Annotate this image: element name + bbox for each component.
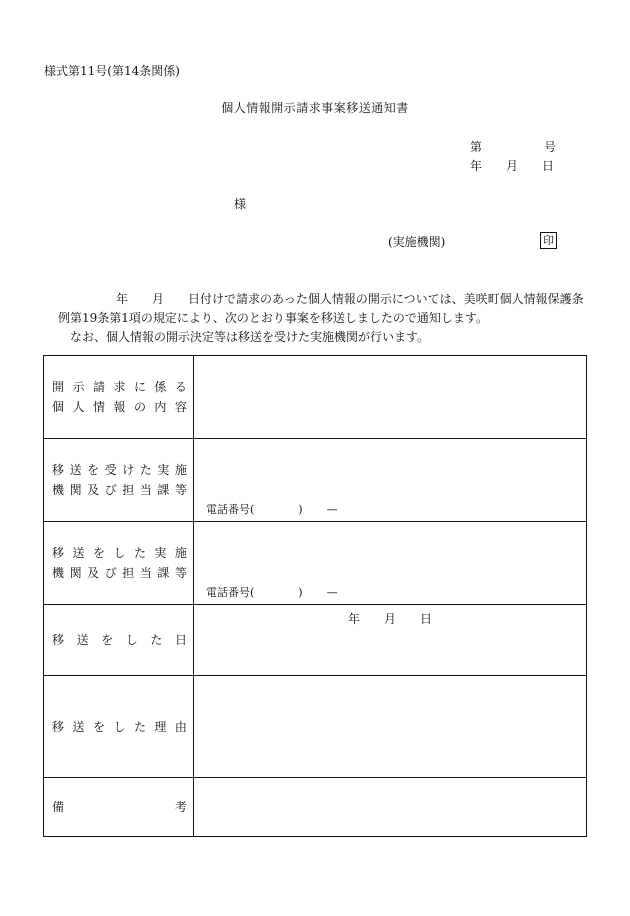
label-char: を [101,633,114,647]
label-char: 施 [174,546,187,560]
label-char: 個 [52,400,65,414]
table-row [44,439,587,522]
issue-date-line [470,157,554,174]
document-title: 個人情報開示請求事案移送通知書 [221,101,409,115]
label-line [52,397,187,417]
label-char: 関 [69,566,82,580]
receiving-agency-cell[interactable] [194,439,587,522]
label-char: 送 [76,633,89,647]
table-row [44,356,587,439]
label-char: 担 [122,566,135,580]
label-char: の [133,400,146,414]
row-label-transfer-reason [44,676,194,778]
label-char: 当 [139,566,152,580]
label-char: 示 [72,380,85,394]
label-char: 備 [52,800,65,814]
label-char: 機 [52,483,65,497]
row-label-receiving-agency [44,439,194,522]
label-char: 及 [87,566,100,580]
label-char: 等 [174,483,187,497]
transfer-date-line: 年 月 日 [347,612,433,626]
label-char: 課 [157,483,170,497]
label-char: 係 [154,380,167,394]
label-char: 施 [174,463,187,477]
label-char: た [150,633,163,647]
label-char: け [122,463,135,477]
label-char: を [92,719,105,734]
document-number-line [470,138,556,155]
agency-label: (実施機関) [388,235,446,249]
row-label-transfer-date [44,605,194,676]
issue-day: 日 [542,159,555,173]
label-char: 等 [174,566,187,580]
label-char: 考 [174,800,187,814]
table-row [44,778,587,837]
table-row [44,605,587,676]
table-row [44,522,587,605]
remarks-cell[interactable] [194,778,587,837]
label-line [52,630,187,650]
label-line [52,563,187,583]
label-char: た [133,546,146,560]
label-char: 送 [69,463,82,477]
label-char: び [104,483,117,497]
label-char: し [125,633,138,647]
body-line-1: 年 月 日付けで請求のあった個人情報の開示については、美咲町個人情報保護条 [116,292,584,306]
label-char: 理 [154,719,167,734]
label-line [52,717,187,737]
label-char: を [92,546,105,560]
label-char: 送 [72,546,85,560]
label-char: 送 [72,719,85,734]
label-line [52,460,187,480]
label-char: た [139,463,152,477]
label-char: た [133,719,146,734]
label-char: 及 [87,483,100,497]
label-char: 移 [52,633,65,647]
phone-number-line: 電話番号( ) — [206,503,338,516]
sending-agency-cell[interactable] [194,522,587,605]
transfer-reason-cell[interactable] [194,676,587,778]
label-char: 容 [174,400,187,414]
seal-box: 印 [540,232,557,249]
label-char: 移 [52,463,65,477]
label-char: 受 [104,463,117,477]
label-char: 由 [174,719,187,734]
phone-number-line: 電話番号( ) — [206,586,338,599]
label-char: 人 [72,400,85,414]
addressee-suffix: 様 [234,197,247,211]
row-label-request-content [44,356,194,439]
label-char: 開 [52,380,65,394]
form-number: 様式第11号(第14条関係) [44,64,180,78]
issue-year: 年 [470,159,483,173]
label-char: 内 [154,400,167,414]
label-char: を [87,463,100,477]
label-line [52,543,187,563]
label-char: 関 [69,483,82,497]
label-char: 当 [139,483,152,497]
label-char: し [113,719,126,734]
issue-month: 月 [506,159,519,173]
label-char: 機 [52,566,65,580]
label-line [52,797,187,817]
label-char: に [133,380,146,394]
transfer-details-table [43,355,587,837]
row-label-remarks [44,778,194,837]
number-prefix: 第 [470,140,483,154]
request-content-cell[interactable] [194,356,587,439]
body-line-3: なお、個人情報の開示決定等は移送を受けた実施機関が行います。 [70,330,430,344]
label-char: 実 [154,546,167,560]
label-char: 請 [92,380,105,394]
label-char: 情 [92,400,105,414]
label-line [52,480,187,500]
number-suffix: 号 [544,140,557,154]
label-char: し [113,546,126,560]
label-char: 求 [113,380,126,394]
label-char: 日 [174,633,187,647]
label-char: 担 [122,483,135,497]
table-row [44,676,587,778]
label-char: び [104,566,117,580]
body-line-2: 例第19条第1項の規定により、次のとおり事案を移送しましたので通知します。 [58,311,488,325]
label-line [52,377,187,397]
label-char: 移 [52,719,65,734]
notice-body [58,290,584,347]
label-char: 実 [157,463,170,477]
transfer-date-cell[interactable] [194,605,587,676]
label-char: 課 [157,566,170,580]
label-char: 移 [52,546,65,560]
label-char: 報 [113,400,126,414]
row-label-sending-agency [44,522,194,605]
label-char: る [174,380,187,394]
